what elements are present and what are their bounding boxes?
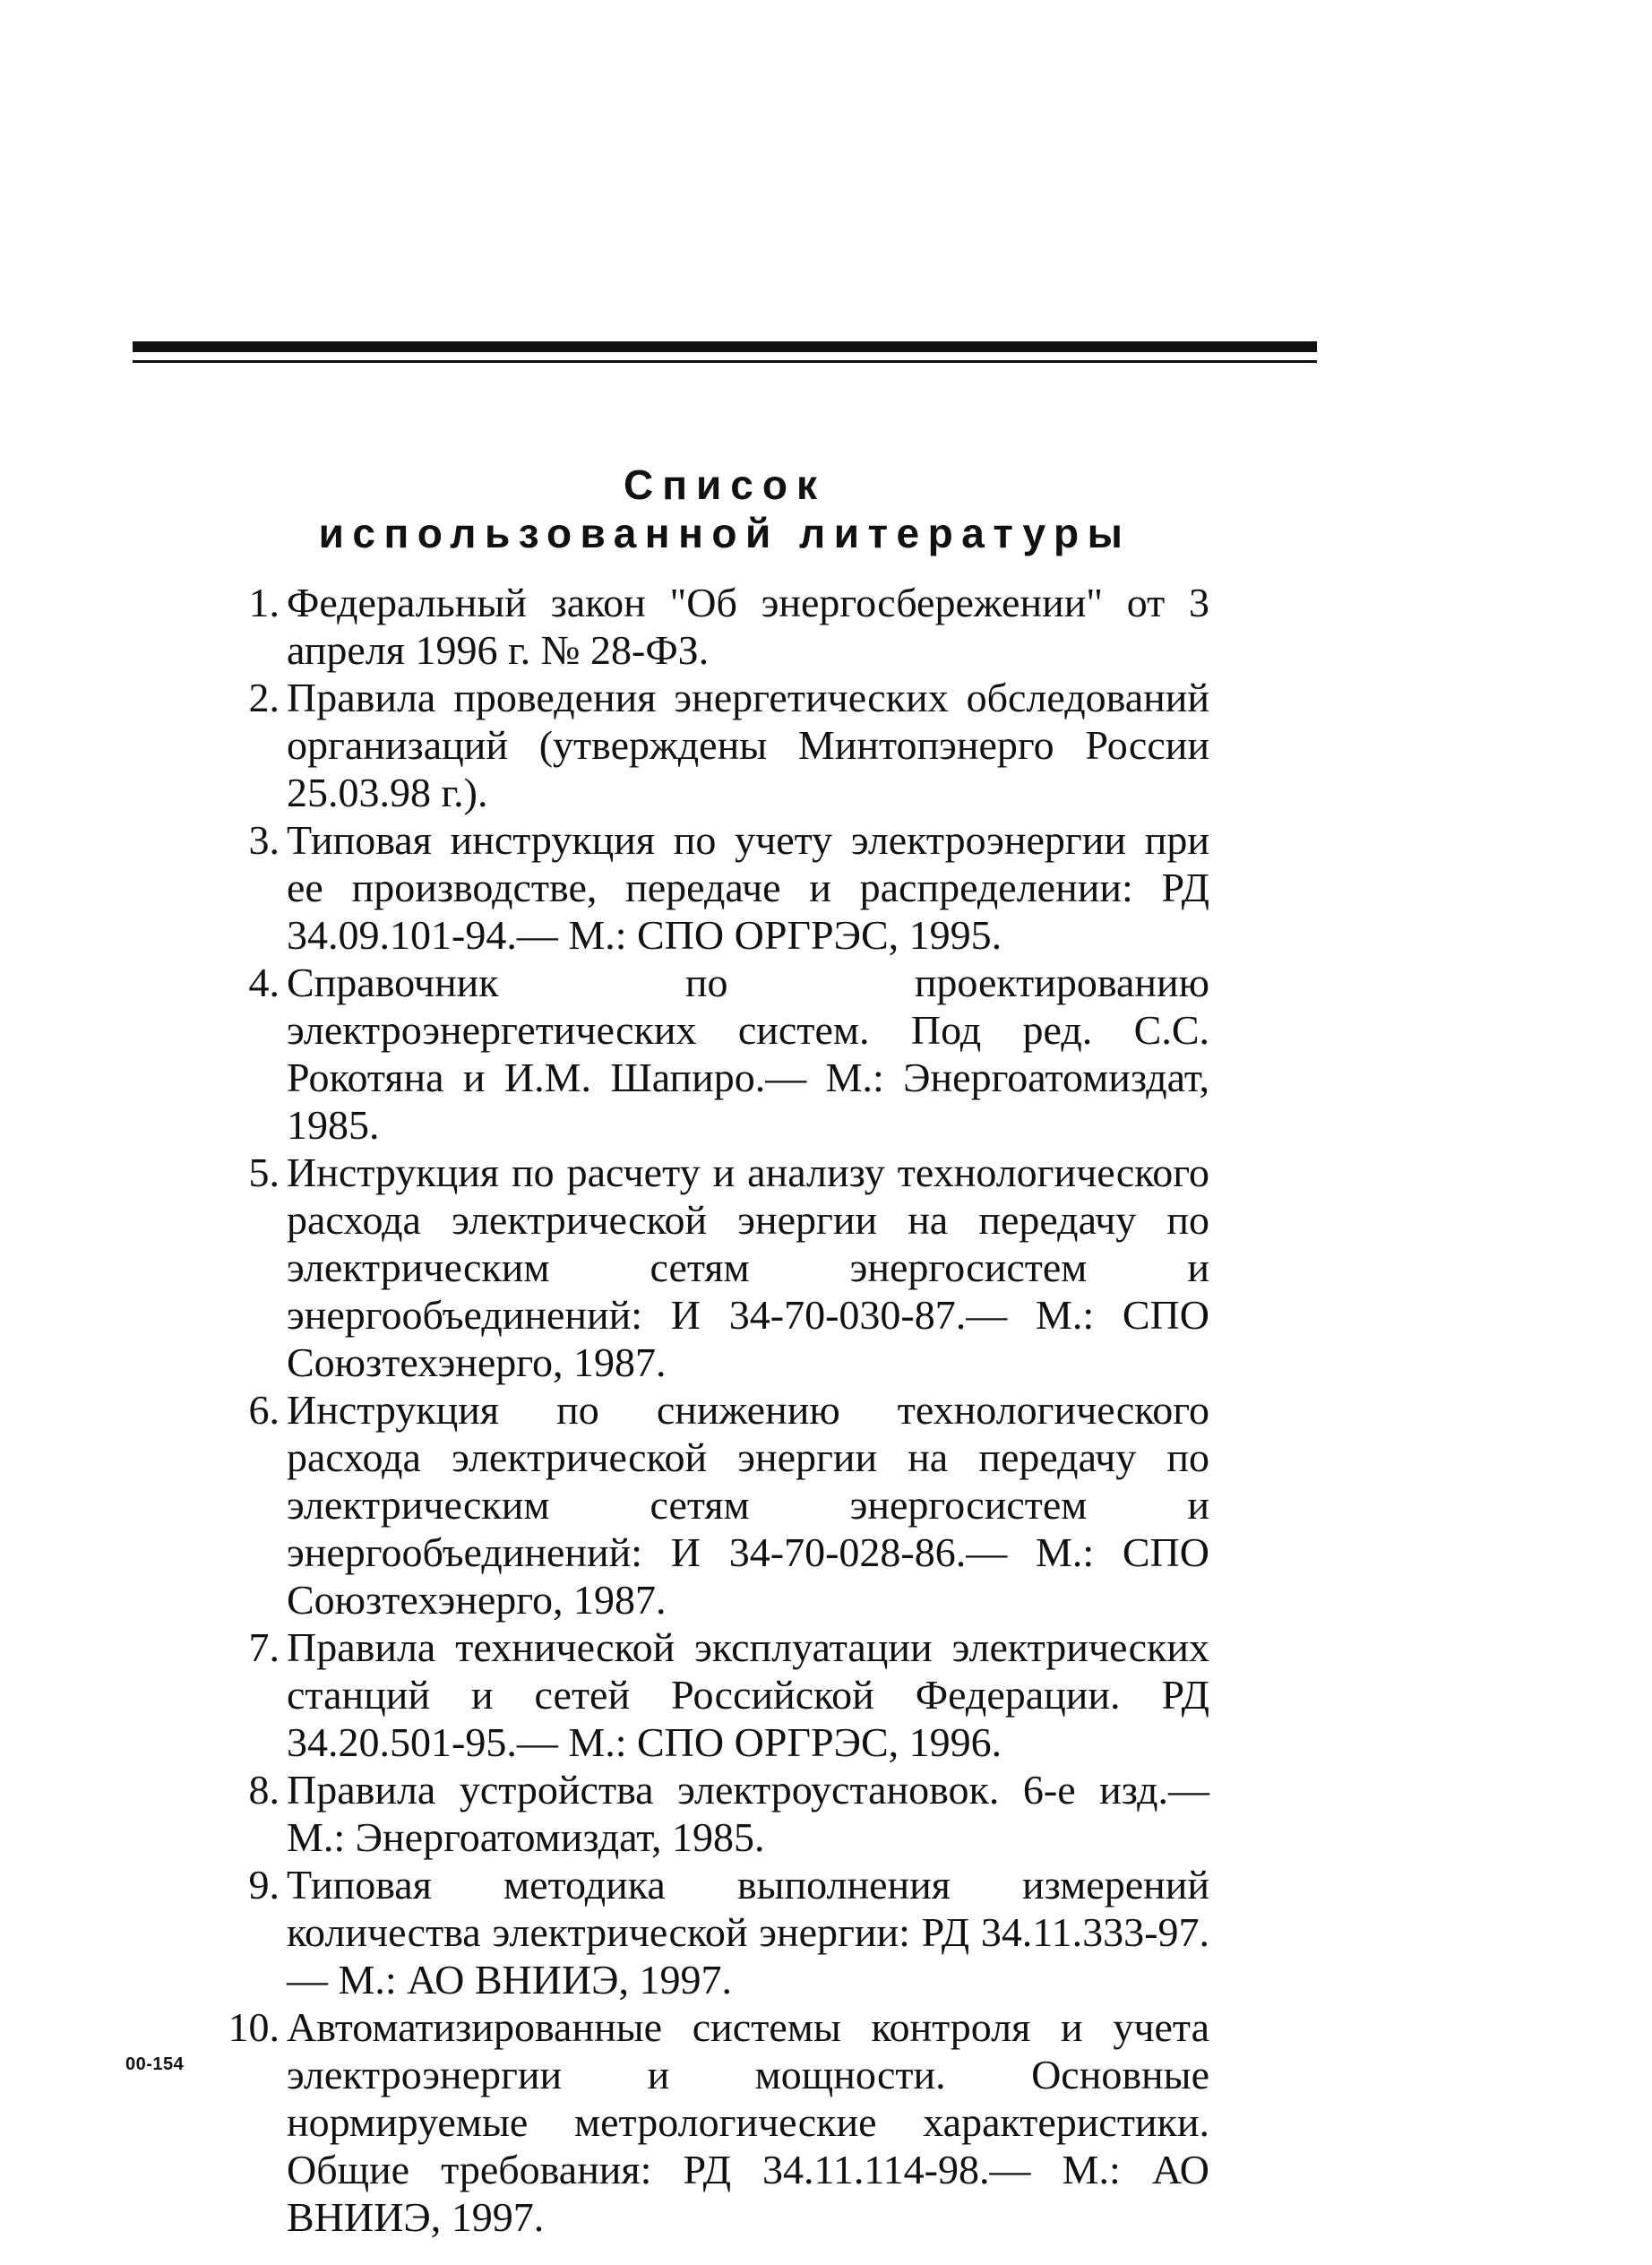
page-title-line1: Список <box>624 461 826 508</box>
reference-number: 5. <box>248 1150 280 1195</box>
list-item <box>224 2003 1209 2241</box>
reference-text: Правила технической эксплуатации электрических станций и сетей Российской Федерации. РД 34.20.501-95.— М.: СПО ОРГРЭС, 1996. <box>287 1624 1209 1765</box>
list-item <box>224 1766 1209 1861</box>
reference-number: 7. <box>248 1624 280 1670</box>
list-item <box>224 959 1209 1149</box>
list-item <box>224 1861 1209 2003</box>
reference-number: 6. <box>248 1387 280 1433</box>
reference-text: Автоматизированные системы контроля и учета электроэнергии и мощности. Основные нормируемые метрологические характеристики. Общие требования: РД 34.11.114-98.— М.: АО ВНИИЭ, 1997. <box>287 2004 1209 2240</box>
reference-text: Типовая инструкция по учету электроэнергии при ее производстве, передаче и распределении: РД 34.09.101-94.— М.: СПО ОРГРЭС, 1995. <box>287 817 1209 958</box>
header-rule-thick <box>133 341 1317 352</box>
reference-number: 9. <box>248 1862 280 1908</box>
reference-number: 8. <box>248 1767 280 1813</box>
reference-text: Типовая методика выполнения измерений количества электрической энергии: РД 34.11.333-97.— М.: АО ВНИИЭ, 1997. <box>287 1862 1209 2002</box>
reference-number: 10. <box>228 2004 280 2050</box>
reference-text: Правила устройства электроустановок. 6-е изд.— М.: Энергоатомиздат, 1985. <box>287 1767 1209 1860</box>
page-title-line2: использованной литературы <box>318 510 1131 556</box>
reference-number: 1. <box>248 580 280 625</box>
reference-text: Федеральный закон "Об энергосбережении" от 3 апреля 1996 г. № 28-ФЗ. <box>287 580 1209 673</box>
list-item <box>224 1386 1209 1623</box>
reference-text: Правила проведения энергетических обследований организаций (утверждены Минтопэнерго России 25.03.98 г.). <box>287 675 1209 815</box>
reference-text: Справочник по проектированию электроэнергетических систем. Под ред. С.С. Рокотяна и И.М. Шапиро.— М.: Энергоатомиздат, 1985. <box>287 960 1209 1148</box>
list-item <box>224 579 1209 674</box>
reference-list <box>224 579 1209 2241</box>
reference-number: 4. <box>248 960 280 1005</box>
footer-code: 00-154 <box>125 2054 185 2074</box>
reference-number: 3. <box>248 817 280 863</box>
header-rule-thin <box>133 360 1317 363</box>
reference-text: Инструкция по снижению технологического расхода электрической энергии на передачу по электрическим сетям энергосистем и энергообъединений: И 34-70-028-86.— М.: СПО Союзтехэнерго, 1987. <box>287 1387 1209 1623</box>
list-item <box>224 1149 1209 1386</box>
list-item <box>224 816 1209 959</box>
list-item <box>224 1623 1209 1766</box>
reference-text: Инструкция по расчету и анализу технологического расхода электрической энергии на передачу по электрическим сетям энергосистем и энергообъединений: И 34-70-030-87.— М.: СПО Союзтехэнерго, 1987. <box>287 1150 1209 1385</box>
reference-number: 2. <box>248 675 280 720</box>
list-item <box>224 674 1209 816</box>
